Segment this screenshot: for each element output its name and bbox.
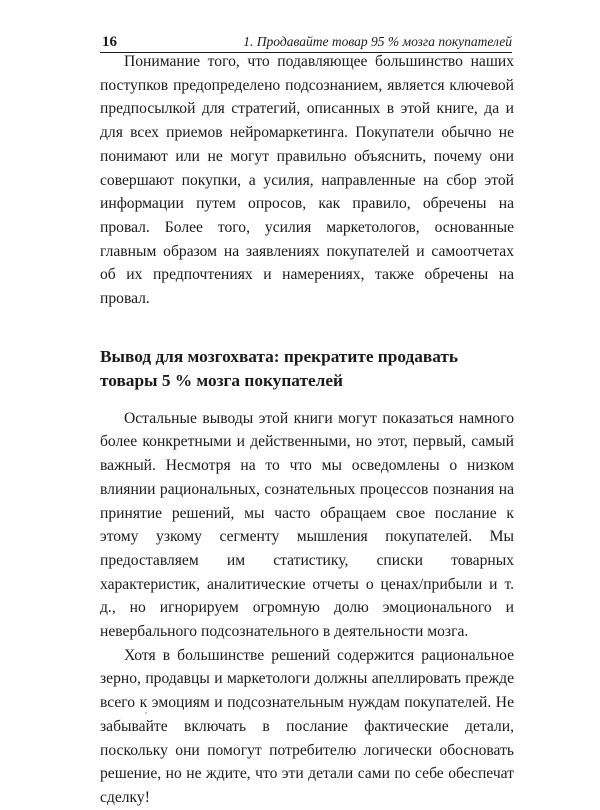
- page-number: 16: [102, 34, 117, 50]
- body-paragraph-1: Понимание того, что подавляющее большинство наших поступков предопределено подсознанием, является ключевой предпосылкой для стратегий, описанных в этой книге, да и для всех приемов нейромаркетинга. Покупатели обычно не понимают или не могут правильно объяснить, почему они совершают покупки, а усилия, направленные на сбор этой информации путем опросов, как правило, обречены на провал. Более того, усилия маркетологов, основанные главным образом на заявлениях покупателей и самоотчетах об их предпочтениях и намерениях, также обречены на провал.: [100, 53, 514, 308]
- body-paragraph-3: Хотя в большинстве решений содержится рациональное зерно, продавцы и маркетологи должны апеллировать прежде всего к эмоциям и подсознательным нуждам покупателей. Не забывайте включать в послание фактические детали, поскольку они помогут потребителю логически обосновать решение, но не ждите, что эти детали сами по себе обеспечат сделку!: [100, 646, 514, 806]
- body-paragraph-2: Остальные выводы этой книги могут показаться намного более конкретными и действенными, но этот, первый, самый важный. Несмотря на то что мы осведомлены о низком влиянии рациональных, сознательных процессов познания на принятие решений, мы часто обращаем свое послание к этому узкому сегменту мышления покупателей. Мы предоставляем им статистику, списки товарных характеристик, аналитические отчеты о ценах/прибыли и т. д., но игнорируем огромную долю эмоционального и невербального подсознательного в деятельности мозга.: [100, 409, 514, 641]
- page-body: [100, 50, 514, 810]
- section-heading: Вывод для мозгохвата: прекратите продавать товары 5 % мозга покупателей: [100, 346, 459, 390]
- print-speck: [145, 712, 147, 714]
- running-title: 1. Продавайте товар 95 % мозга покупателей: [243, 34, 512, 49]
